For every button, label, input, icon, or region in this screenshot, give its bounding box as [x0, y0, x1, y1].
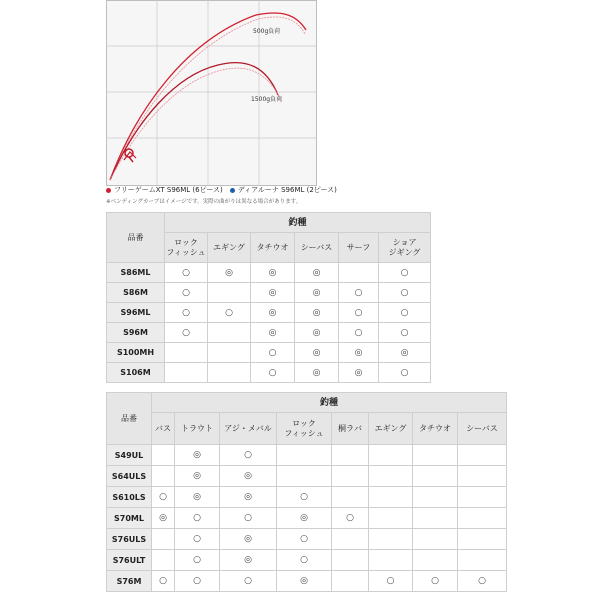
table-row [107, 508, 507, 529]
fishing-type-table-2 [106, 392, 507, 592]
legend-free-label: フリーゲームXT S96ML (6ピース) [114, 186, 223, 194]
suitability-mark-cell: ○ [152, 487, 175, 508]
model-cell: S106M [107, 363, 165, 383]
table2-body [107, 445, 507, 592]
suitability-mark-cell [458, 466, 507, 487]
table1-product-header: 品番 [107, 213, 165, 263]
suitability-mark-cell [152, 445, 175, 466]
table-row [107, 303, 431, 323]
suitability-mark-cell: ◎ [152, 508, 175, 529]
suitability-mark-cell: ○ [165, 323, 208, 343]
suitability-mark-cell: ◎ [251, 283, 295, 303]
chart-legend [106, 186, 406, 195]
table2-column-header: 桐ラバ [332, 413, 369, 445]
suitability-mark-cell: ○ [175, 529, 220, 550]
suitability-mark-cell [458, 487, 507, 508]
table2-column-header: タチウオ [413, 413, 458, 445]
table2-column-header: バス [152, 413, 175, 445]
model-cell: S96M [107, 323, 165, 343]
suitability-mark-cell: ○ [152, 571, 175, 592]
suitability-mark-cell: ○ [175, 571, 220, 592]
suitability-mark-cell [413, 445, 458, 466]
suitability-mark-cell: ○ [165, 283, 208, 303]
suitability-mark-cell: ◎ [175, 487, 220, 508]
suitability-mark-cell: ○ [379, 283, 431, 303]
suitability-mark-cell: ○ [379, 323, 431, 343]
suitability-mark-cell [208, 323, 251, 343]
suitability-mark-cell [369, 466, 413, 487]
suitability-mark-cell: ○ [379, 263, 431, 283]
model-cell: S86M [107, 283, 165, 303]
table2-column-header: ロック フィッシュ [277, 413, 332, 445]
suitability-mark-cell: ○ [458, 571, 507, 592]
model-cell: S96ML [107, 303, 165, 323]
suitability-mark-cell: ○ [220, 445, 277, 466]
suitability-mark-cell: ○ [379, 363, 431, 383]
model-cell: S76ULS [107, 529, 152, 550]
table2-product-header: 品番 [107, 393, 152, 445]
suitability-mark-cell: ○ [251, 343, 295, 363]
suitability-mark-cell: ○ [379, 303, 431, 323]
suitability-mark-cell [458, 529, 507, 550]
suitability-mark-cell: ◎ [295, 263, 339, 283]
bending-curve-svg [106, 0, 317, 186]
suitability-mark-cell [413, 550, 458, 571]
suitability-mark-cell [332, 550, 369, 571]
table-row [107, 363, 431, 383]
suitability-mark-cell [332, 529, 369, 550]
suitability-mark-cell [369, 508, 413, 529]
suitability-mark-cell: ○ [165, 303, 208, 323]
suitability-mark-cell [369, 529, 413, 550]
suitability-mark-cell: ◎ [339, 343, 379, 363]
table2-column-header: シーバス [458, 413, 507, 445]
suitability-mark-cell [413, 487, 458, 508]
suitability-mark-cell: ○ [369, 571, 413, 592]
suitability-mark-cell: ◎ [339, 363, 379, 383]
suitability-mark-cell: ◎ [295, 323, 339, 343]
suitability-mark-cell: ○ [175, 508, 220, 529]
suitability-mark-cell [332, 571, 369, 592]
suitability-mark-cell: ◎ [379, 343, 431, 363]
suitability-mark-cell [369, 487, 413, 508]
suitability-mark-cell: ◎ [295, 303, 339, 323]
chart-note: ※ベンディングカーブはイメージです。実際の曲がりは異なる場合があります。 [106, 199, 302, 205]
table-row [107, 323, 431, 343]
table1-column-header: シーバス [295, 233, 339, 263]
suitability-mark-cell: ◎ [175, 445, 220, 466]
legend-dot-free [106, 188, 111, 193]
suitability-mark-cell: ○ [339, 303, 379, 323]
suitability-mark-cell: ◎ [175, 466, 220, 487]
legend-dot-dear [230, 188, 235, 193]
suitability-mark-cell: ◎ [220, 487, 277, 508]
suitability-mark-cell: ◎ [277, 571, 332, 592]
suitability-mark-cell: ◎ [295, 343, 339, 363]
suitability-mark-cell [339, 263, 379, 283]
model-cell: S610LS [107, 487, 152, 508]
suitability-mark-cell: ○ [339, 283, 379, 303]
suitability-mark-cell: ○ [208, 303, 251, 323]
table-row [107, 263, 431, 283]
suitability-mark-cell: ○ [251, 363, 295, 383]
table2-group-header: 釣種 [152, 393, 507, 413]
suitability-mark-cell [208, 283, 251, 303]
table-row [107, 343, 431, 363]
suitability-mark-cell [332, 445, 369, 466]
suitability-mark-cell: ◎ [251, 263, 295, 283]
suitability-mark-cell: ◎ [220, 529, 277, 550]
suitability-mark-cell [332, 487, 369, 508]
legend-dear-label: ディアルーナ S96ML (2ピース) [237, 186, 337, 194]
table-row [107, 550, 507, 571]
suitability-mark-cell [369, 445, 413, 466]
suitability-mark-cell: ◎ [220, 550, 277, 571]
table-row [107, 571, 507, 592]
model-cell: S100MH [107, 343, 165, 363]
suitability-mark-cell: ◎ [208, 263, 251, 283]
suitability-mark-cell [369, 550, 413, 571]
suitability-mark-cell [458, 508, 507, 529]
model-cell: S76ULT [107, 550, 152, 571]
suitability-mark-cell [458, 550, 507, 571]
suitability-mark-cell: ◎ [251, 303, 295, 323]
suitability-mark-cell [413, 466, 458, 487]
table-row [107, 487, 507, 508]
suitability-mark-cell: ○ [277, 550, 332, 571]
suitability-mark-cell: ○ [175, 550, 220, 571]
suitability-mark-cell: ○ [339, 323, 379, 343]
table2-column-header: エギング [369, 413, 413, 445]
fishing-type-table-1 [106, 212, 431, 383]
suitability-mark-cell: ◎ [251, 323, 295, 343]
bending-curve-chart [106, 0, 317, 186]
table-row [107, 283, 431, 303]
suitability-mark-cell [332, 466, 369, 487]
label-1500g: 1500g負荷 [251, 96, 283, 103]
chart-frame [107, 1, 317, 186]
model-cell: S86ML [107, 263, 165, 283]
suitability-mark-cell: ○ [220, 571, 277, 592]
suitability-mark-cell: ○ [165, 263, 208, 283]
table-row [107, 445, 507, 466]
suitability-mark-cell [458, 445, 507, 466]
table2-column-header: トラウト [175, 413, 220, 445]
suitability-mark-cell: ○ [413, 571, 458, 592]
table1-column-header: サーフ [339, 233, 379, 263]
model-cell: S70ML [107, 508, 152, 529]
suitability-mark-cell [152, 529, 175, 550]
suitability-mark-cell: ○ [220, 508, 277, 529]
table1-column-header: ロック フィッシュ [165, 233, 208, 263]
model-cell: S49UL [107, 445, 152, 466]
model-cell: S76M [107, 571, 152, 592]
model-cell: S64ULS [107, 466, 152, 487]
suitability-mark-cell: ○ [277, 529, 332, 550]
suitability-mark-cell [165, 343, 208, 363]
suitability-mark-cell [277, 466, 332, 487]
suitability-mark-cell: ◎ [220, 466, 277, 487]
suitability-mark-cell: ◎ [277, 508, 332, 529]
table1-body [107, 263, 431, 383]
label-500g: 500g負荷 [253, 28, 281, 35]
table-row [107, 466, 507, 487]
suitability-mark-cell [152, 466, 175, 487]
suitability-mark-cell: ◎ [295, 283, 339, 303]
suitability-mark-cell [208, 363, 251, 383]
table1-group-header: 釣種 [165, 213, 431, 233]
table1-column-header: タチウオ [251, 233, 295, 263]
table-row [107, 529, 507, 550]
suitability-mark-cell [208, 343, 251, 363]
suitability-mark-cell [413, 508, 458, 529]
table1-column-header: ショア ジギング [379, 233, 431, 263]
table2-column-header: アジ・メバル [220, 413, 277, 445]
table2-column-headers [107, 413, 507, 445]
suitability-mark-cell [413, 529, 458, 550]
table1-column-header: エギング [208, 233, 251, 263]
suitability-mark-cell: ○ [277, 487, 332, 508]
suitability-mark-cell [165, 363, 208, 383]
suitability-mark-cell [277, 445, 332, 466]
suitability-mark-cell [152, 550, 175, 571]
suitability-mark-cell: ◎ [295, 363, 339, 383]
suitability-mark-cell: ○ [332, 508, 369, 529]
